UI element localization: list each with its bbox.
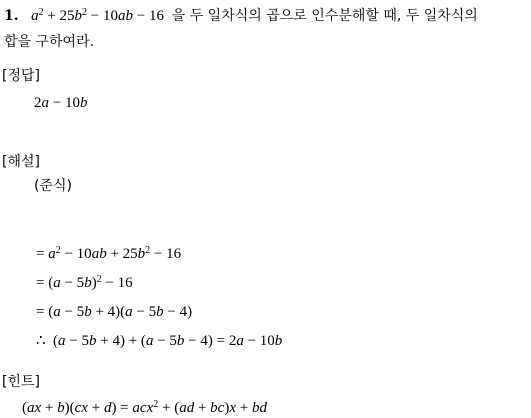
problem-statement-line1 xyxy=(4,6,478,26)
answer-expression: 2a − 10b xyxy=(34,95,88,111)
problem-expression: $a^2 + 25b^2 - 10ab - 16$ xyxy=(31,7,168,24)
answer-heading: [정답] xyxy=(2,68,40,84)
explanation-step-2: = $(a - 5b)^2 - 16$ xyxy=(36,274,133,291)
problem-number: 1. xyxy=(4,8,19,24)
problem-statement-line2: 합을 구하여라. xyxy=(4,34,95,50)
explanation-step-3: = (a − 5b + 4)(a − 5b − 4) xyxy=(36,304,193,320)
explanation-conclusion: ∴ (a − 5b + 4) + (a − 5b − 4) = 2a − 10b xyxy=(36,333,283,349)
hint-heading: [힌트] xyxy=(2,374,40,390)
explanation-given: (준식) xyxy=(34,178,72,194)
explanation-step-1: = $a^2 - 10ab + 25b^2 - 16$ xyxy=(36,245,182,262)
explanation-heading: [해설] xyxy=(2,154,40,170)
hint-formula: (ax + b)(cx + d) = acx$^2$ + (ad + bc)x + bd xyxy=(22,399,267,416)
problem-text: 을 두 일차식의 곱으로 인수분해할 때, 두 일차식의 xyxy=(171,8,478,24)
